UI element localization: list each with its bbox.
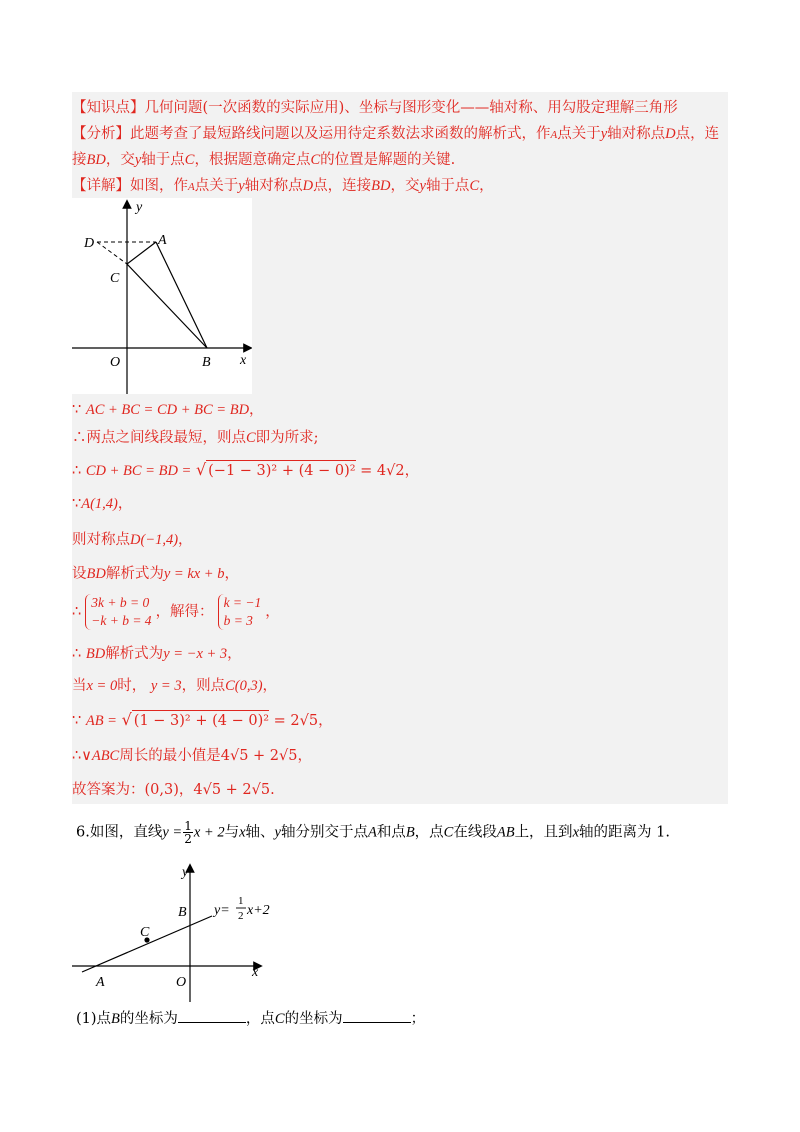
analysis-text: 轴对称点 — [607, 126, 666, 142]
question-math: y = — [162, 824, 183, 841]
step-text: 则对称点 — [72, 532, 130, 548]
detail-tag: 【详解】 — [72, 178, 130, 194]
step-text: ∵ — [72, 496, 82, 512]
step-text: 周长的最小值是 — [119, 748, 221, 764]
step-text: 故答案为： — [72, 782, 145, 798]
step-math: C — [246, 430, 256, 446]
step-6 — [72, 564, 239, 584]
question-math: A — [367, 824, 377, 841]
step-math: AB = — [85, 713, 117, 729]
equation-system — [85, 594, 151, 630]
step-2 — [72, 428, 319, 448]
step-text: ， — [404, 463, 420, 479]
figure-2-svg — [72, 862, 272, 1012]
question-math: AB — [496, 824, 515, 841]
system-eq-2: −k + b = 4 — [91, 613, 152, 628]
label-c: C — [110, 271, 120, 286]
analysis-text: 轴于点 — [141, 152, 185, 168]
sqrt-sign: √ — [121, 710, 132, 729]
axis-y: y — [419, 178, 426, 194]
step-math: D(−1,4) — [130, 532, 179, 548]
step-math: A(1,4) — [81, 496, 118, 512]
step-text: 设 — [72, 566, 87, 582]
label-x: x — [252, 965, 259, 980]
question-text: ，点 — [414, 824, 444, 841]
analysis-tag: 【分析】 — [72, 126, 130, 142]
answer-blank-b[interactable] — [178, 1008, 246, 1023]
knowledge-line — [72, 98, 678, 118]
step-text: ， — [178, 532, 193, 548]
line-label-den: 2 — [238, 910, 244, 922]
label-y: y — [136, 200, 143, 215]
step-text: ∴ — [72, 604, 82, 620]
step-text: ， — [224, 566, 239, 582]
step-text: ， — [262, 678, 278, 694]
question-text: 轴、 — [245, 824, 275, 841]
step-math: CD + BC = BD = — [85, 463, 192, 479]
analysis-line-2 — [72, 150, 455, 170]
step-math: BD — [85, 646, 106, 662]
line-label-num: 1 — [238, 895, 244, 907]
label-o: O — [176, 975, 187, 990]
step-text: ， — [227, 646, 242, 662]
question-math: B — [405, 824, 415, 841]
step-1 — [72, 400, 264, 420]
point-c: C — [310, 152, 321, 168]
step-text: . — [270, 782, 275, 798]
fraction-half — [183, 820, 193, 845]
part-math: B — [111, 1011, 120, 1027]
point-c: C — [469, 178, 480, 194]
question-text: 如图，直线 — [89, 824, 163, 841]
question-text: 上，且到 — [514, 824, 573, 841]
point-a: A — [188, 181, 195, 193]
step-math: y = kx + b — [163, 566, 225, 582]
step-10 — [72, 710, 333, 731]
step-5 — [72, 530, 193, 550]
question-text: 轴分别交于点 — [280, 824, 368, 841]
step-text: ， — [297, 748, 312, 764]
step-text: 当 — [72, 678, 87, 694]
knowledge-tag: 【知识点】 — [72, 100, 145, 116]
analysis-text: ，根据题意确定点 — [194, 152, 311, 168]
step-math: AC + BC = CD + BC = BD — [85, 402, 250, 418]
step-math: C(0,3) — [225, 678, 263, 694]
system-sol-1: k = −1 — [223, 595, 262, 610]
step-text: ∴两点之间线段最短，则点 — [72, 430, 246, 446]
step-math: 4√5 + 2√5 — [193, 782, 271, 798]
label-d: D — [84, 236, 95, 251]
knowledge-text: 几何问题(一次函数的实际应用)、坐标与图形变化——轴对称、用勾股定理解三角形 — [144, 100, 678, 116]
label-b: B — [178, 905, 187, 920]
step-math: y = −x + 3 — [163, 646, 228, 662]
step-math: BD — [86, 566, 106, 582]
step-math: y = 3 — [150, 678, 182, 694]
axis-y: y — [134, 152, 142, 168]
step-text: ∵ — [72, 402, 82, 418]
label-c: C — [140, 925, 150, 940]
part-text: ，点 — [245, 1011, 275, 1027]
step-result: = 2√5 — [273, 713, 319, 729]
step-text: ∴ — [72, 646, 82, 662]
question-number: 6. — [76, 824, 90, 841]
point-a: A — [550, 129, 558, 141]
step-radicand: (1 − 3)² + (4 − 0)² — [132, 710, 269, 731]
step-7 — [72, 592, 280, 632]
step-text: 解析式为 — [105, 646, 164, 662]
step-11 — [72, 746, 312, 766]
step-text: 即为所求; — [255, 430, 319, 446]
question-text: 与 — [224, 824, 240, 841]
step-text: ， — [178, 782, 194, 798]
label-a: A — [96, 975, 105, 990]
label-x: x — [240, 353, 247, 368]
step-math: ∨ABC — [81, 748, 120, 764]
line-label-lhs: y= — [214, 903, 230, 918]
step-text: ，则点 — [181, 678, 226, 694]
fraction-num: 1 — [184, 819, 192, 833]
segment-ab — [156, 242, 207, 348]
part-math: C — [274, 1011, 285, 1027]
step-3 — [72, 460, 419, 481]
part-text: (1)点 — [76, 1011, 112, 1027]
line-label-rhs: x+2 — [247, 903, 270, 918]
step-12 — [72, 780, 275, 800]
detail-text: ， — [479, 178, 494, 194]
step-9 — [72, 676, 277, 696]
part-text: 的坐标为 — [284, 1011, 343, 1027]
segment-ac — [127, 242, 156, 264]
figure-1 — [72, 198, 252, 394]
question-math: x — [572, 824, 579, 841]
point-d: D — [302, 178, 314, 194]
analysis-text: 此题考查了最短路线问题以及运用待定系数法求函数的解析式，作 — [130, 126, 551, 142]
detail-text: 点关于 — [194, 178, 239, 194]
solution-system — [218, 594, 262, 630]
segment-dc — [97, 242, 127, 264]
segment-cb — [127, 264, 207, 348]
answer-blank-c[interactable] — [343, 1008, 411, 1023]
segment-bd: BD — [86, 152, 106, 168]
detail-text: 点，连接 — [313, 178, 372, 194]
step-text: ，解得： — [155, 604, 214, 620]
label-a: A — [158, 233, 167, 248]
question-6 — [76, 820, 670, 845]
segment-bd: BD — [371, 178, 391, 194]
part-text: 的坐标为 — [119, 1011, 178, 1027]
question-text: 在线段 — [453, 824, 497, 841]
step-text: ， — [265, 604, 280, 620]
detail-text: 轴对称点 — [244, 178, 303, 194]
analysis-text: 点关于 — [557, 126, 601, 142]
step-result: = 4√2 — [360, 463, 405, 479]
step-text: ， — [318, 713, 333, 729]
step-math: (0,3) — [144, 782, 179, 798]
detail-text: 轴于点 — [425, 178, 470, 194]
analysis-text: 点，连 — [675, 126, 720, 142]
axis-y: y — [238, 178, 245, 194]
step-text: 解析式为 — [105, 566, 164, 582]
analysis-text: 接 — [72, 152, 87, 168]
step-math: 4√5 + 2√5 — [220, 748, 298, 764]
part-1 — [76, 1008, 425, 1029]
fraction-den: 2 — [184, 832, 192, 846]
step-text: ∵ — [72, 713, 82, 729]
question-text: 轴的距离为 1. — [579, 824, 670, 841]
step-text: ， — [117, 496, 133, 512]
analysis-text: ，交 — [105, 152, 135, 168]
analysis-line-1 — [72, 124, 719, 145]
point-c: C — [184, 152, 195, 168]
detail-text: 如图，作 — [130, 178, 188, 194]
question-math: x — [239, 824, 246, 841]
part-text: ； — [410, 1011, 426, 1027]
detail-text: ，交 — [390, 178, 420, 194]
step-text: ∴ — [72, 463, 82, 479]
detail-line — [72, 176, 494, 197]
step-text: ∴ — [72, 748, 82, 764]
label-o: O — [110, 355, 121, 370]
figure-1-svg — [72, 198, 252, 394]
axis-y: y — [600, 126, 608, 142]
solution-box — [72, 92, 728, 804]
system-sol-2: b = 3 — [223, 613, 253, 628]
label-b: B — [202, 355, 211, 370]
step-radicand: (−1 − 3)² + (4 − 0)² — [206, 460, 355, 481]
step-text: ， — [249, 402, 264, 418]
sqrt-sign: √ — [195, 460, 207, 479]
question-text: 和点 — [376, 824, 406, 841]
question-math: x + 2 — [193, 824, 225, 841]
step-math: x = 0 — [86, 678, 118, 694]
question-math: C — [443, 824, 454, 841]
step-text: 时， — [117, 678, 147, 694]
analysis-text: 的位置是解题的关键. — [320, 152, 456, 168]
figure-2 — [72, 862, 272, 1012]
question-math: y — [274, 824, 281, 841]
step-4 — [72, 494, 132, 514]
system-eq-1: 3k + b = 0 — [91, 595, 150, 610]
step-8 — [72, 644, 242, 664]
label-y: y — [182, 865, 189, 880]
point-d: D — [665, 126, 676, 142]
